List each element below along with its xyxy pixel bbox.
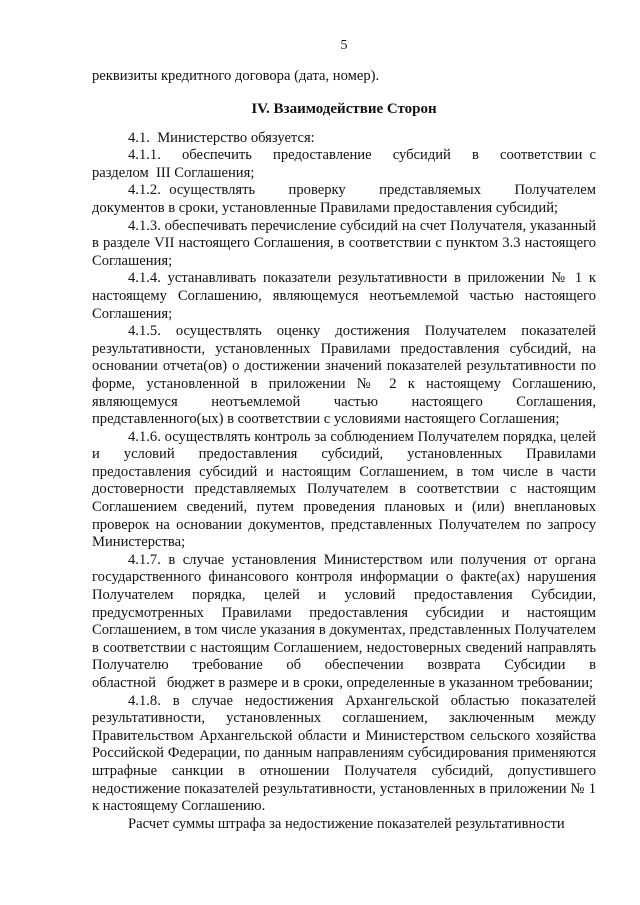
paragraph-penalty-calculation: Расчет суммы штрафа за недостижение показателей результативности (128, 815, 565, 832)
paragraph-4-1-3: 4.1.3. обеспечивать перечисление субсидий на счет Получателя, указанный в разделе VII настоящего Соглашения, в соответствии с пунктом 3.3 настоящего Соглашения; (92, 217, 596, 269)
intro-line: реквизиты кредитного договора (дата, номер). (92, 68, 380, 84)
paragraph-4-1-8: 4.1.8. в случае недостижения Архангельской областью показателей результативности, установленных соглашением, заключенным между Правительством Архангельской области и Министерством сельского хозяйства Российской Федерации, по данным направлениям субсидирования применяются штрафные санкции в отношении Получателя субсидий, допустившего недостижение показателей результативности, установленных в приложении № 1 к настоящему Соглашению. (92, 692, 596, 815)
paragraph-4-1-7: 4.1.7. в случае установления Министерством или получения от органа государственного финансового контроля информации о факте(ах) нарушения Получателем порядка, целей и условий предоставления Субсидии, предусмотренных Правилами предоставления субсидии и настоящим Соглашением, в том числе указания в документах, представленных Получателем в соответствии с настоящим Соглашением, недостоверных сведений направлять Получателю требование об обеспечении возврата Субсидии в областной бюджет в размере и в сроки, определенные в указанном требовании; (92, 551, 596, 691)
paragraph-4-1-6: 4.1.6. осуществлять контроль за соблюдением Получателем порядка, целей и условий предоставления субсидий, установленных Правилами предоставления субсидий и настоящим Соглашением, в том числе в части достоверности представляемых Получателем в соответствии с настоящим Соглашением сведений, путем проведения плановых и (или) внеплановых проверок на основании документов, представленных Получателем по запросу Министерства; (92, 428, 596, 551)
paragraph-4-1: 4.1. Министерство обязуется: (128, 129, 315, 146)
page-number: 5 (340, 38, 348, 53)
paragraph-4-1-2: 4.1.2. осуществлять проверку представляемых Получателем документов в сроки, установленные Правилами предоставления субсидий; (92, 182, 596, 216)
paragraph-4-1-1: 4.1.1. обеспечить предоставление субсидий в соответствии с разделом III Соглашения; (92, 147, 596, 181)
section-title: IV. Взаимодействие Сторон (251, 100, 437, 117)
paragraph-4-1-4: 4.1.4. устанавливать показатели результативности в приложении № 1 к настоящему Соглашению, являющемуся неотъемлемой частью настоящего Соглашения; (92, 270, 596, 322)
paragraph-4-1-5: 4.1.5. осуществлять оценку достижения Получателем показателей результативности, установленных Правилами предоставления субсидий, на основании отчета(ов) о достижении значений показателей результативности по форме, установленной в приложении № 2 к настоящему Соглашению, являющемуся неотъемлемой частью настоящего Соглашения, представленного(ых) в соответствии с условиями настоящего Соглашения; (92, 323, 596, 428)
